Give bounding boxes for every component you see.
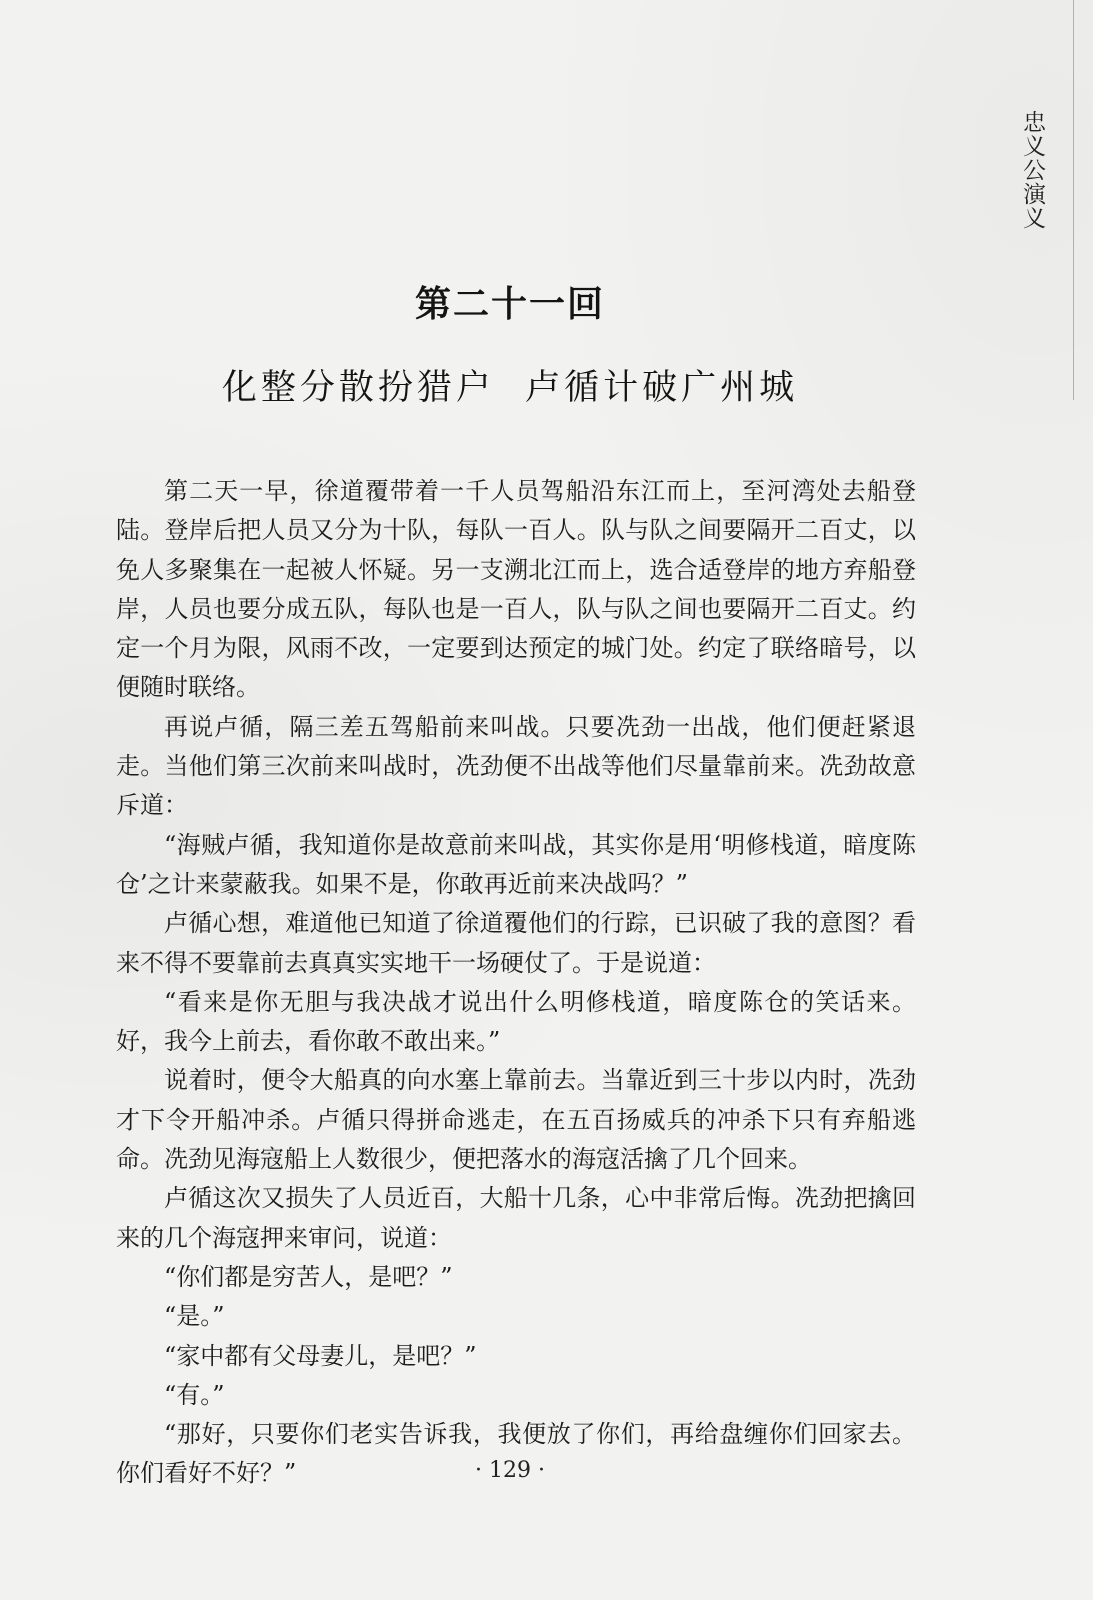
paragraph: “有。” <box>164 1380 225 1409</box>
paragraph: 第二天一早，徐道覆带着一千人员驾船沿东江而上，至河湾处去船登陆。登岸后把人员又分为十队，每队一百人。队与队之间要隔开二百丈，以免人多聚集在一起被人怀疑。另一支溯北江而上，选合适登岸的地方弃船登岸，人员也要分成五队，每队也是一百人，队与队之间也要隔开二百丈。约定一个月为限，风雨不改，一定要到达预定的城门处。约定了联络暗号，以便随时联络。 <box>116 477 916 702</box>
page-edge-rule <box>1073 0 1074 400</box>
page-number: · 129 · <box>475 1458 545 1483</box>
paragraph: “是。” <box>164 1302 225 1331</box>
paragraph: “家中都有父母妻儿，是吧？” <box>164 1341 477 1370</box>
paragraph: “看来是你无胆与我决战才说出什么明修栈道，暗度陈仓的笑话来。好，我今上前去，看你敢不敢出来。” <box>116 987 916 1056</box>
paragraph: “那好，只要你们老实告诉我，我便放了你们，再给盘缠你们回家去。你们看好不好？” <box>116 1420 916 1488</box>
chapter-title: 化整分散扮猎户 卢循计破广州城 <box>221 368 799 408</box>
paragraph: “你们都是穷苦人，是吧？” <box>164 1262 453 1291</box>
paragraph: “海贼卢循，我知道你是故意前来叫战，其实你是用‘明修栈道，暗度陈仓’之计来蒙蔽我。如果不是，你敢再近前来决战吗？” <box>116 830 916 898</box>
chapter-number: 第二十一回 <box>414 283 605 325</box>
paragraph: 卢循心想，难道他已知道了徐道覆他们的行踪，已识破了我的意图？看来不得不要靠前去真真实实地干一场硬仗了。于是说道： <box>116 909 916 977</box>
paragraph: 说着时，便令大船真的向水塞上靠前去。当靠近到三十步以内时，冼劲才下令开船冲杀。卢循只得拼命逃走，在五百扬威兵的冲杀下只有弃船逃命。冼劲见海寇船上人数很少，便把落水的海寇活擒了几个回来。 <box>116 1066 916 1174</box>
chapter-body <box>116 472 916 1494</box>
running-header: 忠义公演义 <box>1019 110 1045 230</box>
paragraph: 卢循这次又损失了人员近百，大船十几条，心中非常后悔。冼劲把擒回来的几个海寇押来审问，说道： <box>116 1184 916 1252</box>
paragraph: 再说卢循，隔三差五驾船前来叫战。只要冼劲一出战，他们便赶紧退走。当他们第三次前来叫战时，冼劲便不出战等他们尽量靠前来。冼劲故意斥道： <box>116 712 916 820</box>
